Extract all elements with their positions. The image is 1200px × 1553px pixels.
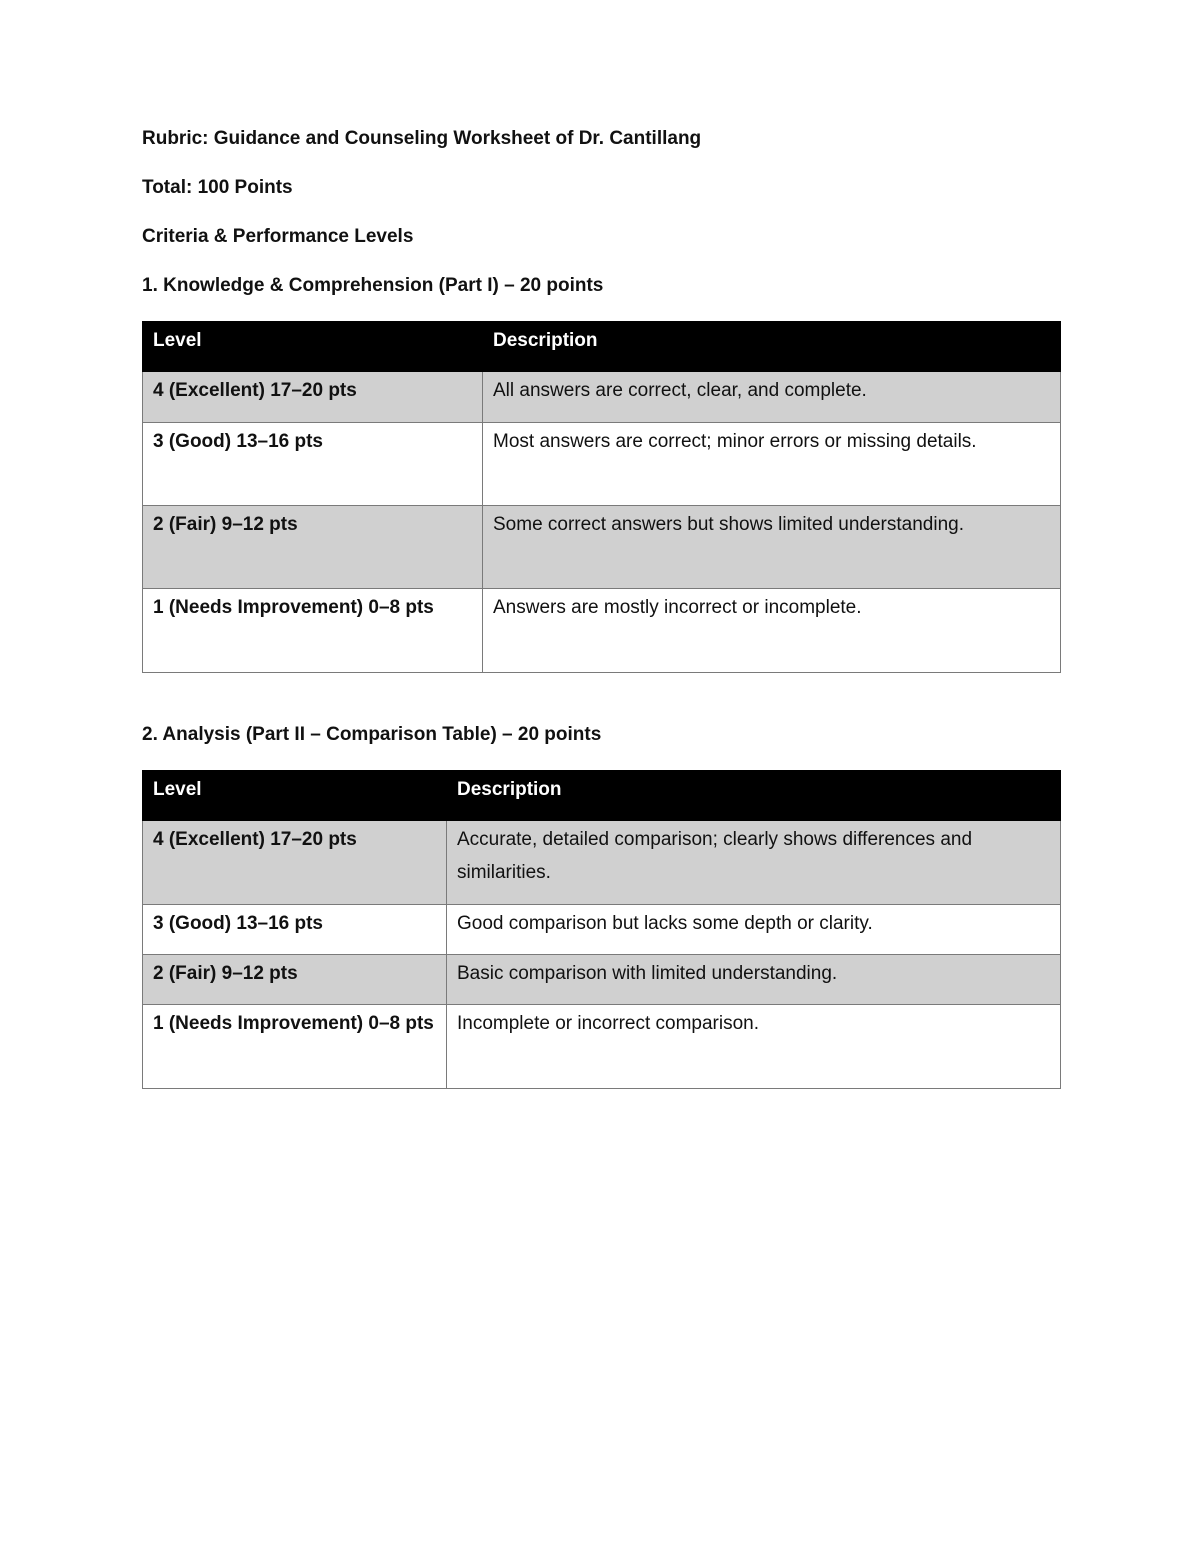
column-header-level: Level [143,322,483,372]
table-row [143,1005,1061,1089]
section-heading-analysis: 2. Analysis (Part II – Comparison Table) – 20 points [142,724,602,745]
description-cell: Answers are mostly incorrect or incomplete. [483,589,1061,673]
table-header-row [143,322,1061,372]
table-row [143,821,1061,905]
table-row [143,905,1061,955]
total-points: Total: 100 Points [142,177,293,198]
description-cell: Incomplete or incorrect comparison. [447,1005,1061,1089]
level-cell: 1 (Needs Improvement) 0–8 pts [143,589,483,673]
level-cell: 3 (Good) 13–16 pts [143,905,447,955]
rubric-table-knowledge [142,321,1061,673]
table-row [143,589,1061,673]
table-row [143,955,1061,1005]
document-title: Rubric: Guidance and Counseling Worksheet of Dr. Cantillang [142,128,702,149]
level-cell: 2 (Fair) 9–12 pts [143,955,447,1005]
level-cell: 2 (Fair) 9–12 pts [143,506,483,589]
column-header-description: Description [483,322,1061,372]
table-row [143,506,1061,589]
description-cell: Some correct answers but shows limited understanding. [483,506,1061,589]
level-cell: 4 (Excellent) 17–20 pts [143,372,483,423]
level-cell: 1 (Needs Improvement) 0–8 pts [143,1005,447,1089]
description-cell: All answers are correct, clear, and complete. [483,372,1061,423]
description-cell: Good comparison but lacks some depth or clarity. [447,905,1061,955]
section-heading-knowledge: 1. Knowledge & Comprehension (Part I) – 20 points [142,275,604,296]
table-header-row [143,771,1061,821]
criteria-heading: Criteria & Performance Levels [142,226,414,247]
description-cell: Accurate, detailed comparison; clearly shows differences and similarities. [447,821,1061,905]
level-cell: 3 (Good) 13–16 pts [143,423,483,506]
table-row [143,372,1061,423]
column-header-description: Description [447,771,1061,821]
description-cell: Most answers are correct; minor errors or missing details. [483,423,1061,506]
rubric-table-analysis [142,770,1061,1089]
level-cell: 4 (Excellent) 17–20 pts [143,821,447,905]
table-row [143,423,1061,506]
description-cell: Basic comparison with limited understanding. [447,955,1061,1005]
column-header-level: Level [143,771,447,821]
